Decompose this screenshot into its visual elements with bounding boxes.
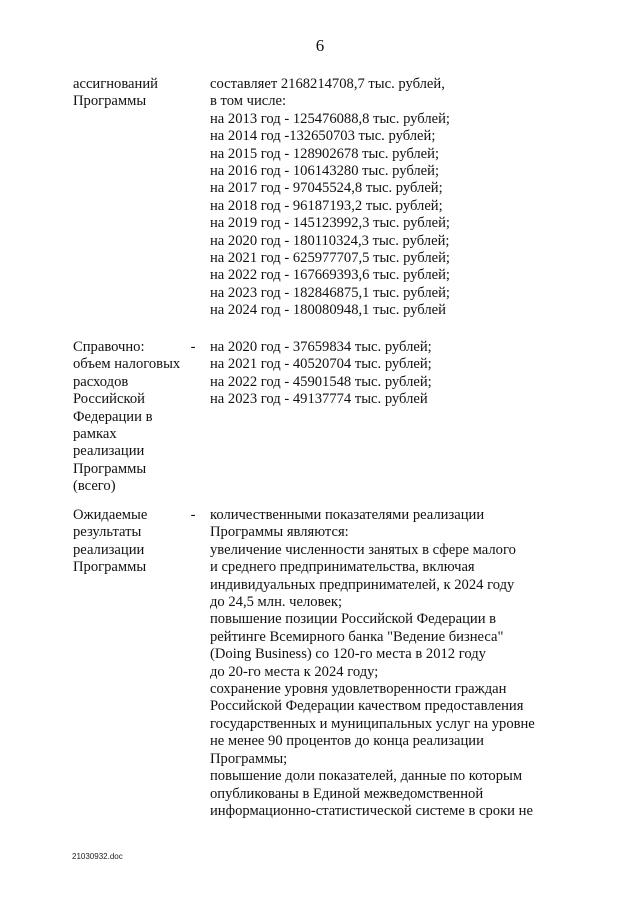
- section-label: [73, 76, 188, 111]
- label-line: Программы: [73, 460, 147, 477]
- page-number: 6: [315, 36, 325, 55]
- section-content: [210, 339, 630, 409]
- content-line: повышение позиции Российской Федерации в: [210, 611, 497, 628]
- content-line: не менее 90 процентов до конца реализации: [210, 733, 484, 750]
- section-content: [210, 76, 630, 320]
- label-line: Программы: [73, 93, 147, 110]
- section-label: [73, 507, 188, 577]
- content-line: на 2015 год - 128902678 тыс. рублей;: [210, 145, 440, 162]
- label-line: объем налоговых: [73, 356, 181, 373]
- content-line: информационно-статистической системе в сроки не: [210, 802, 533, 819]
- content-line: рейтинге Всемирного банка "Ведение бизнеса": [210, 628, 504, 645]
- content-line: на 2019 год - 145123992,3 тыс. рублей;: [210, 215, 450, 232]
- label-line: результаты: [73, 524, 142, 541]
- content-line: Российской Федерации качеством предоставления: [210, 698, 524, 715]
- content-line: на 2022 год - 45901548 тыс. рублей;: [210, 373, 432, 390]
- content-line: на 2013 год - 125476088,8 тыс. рублей;: [210, 110, 450, 127]
- content-line: на 2020 год - 180110324,3 тыс. рублей;: [210, 232, 450, 249]
- content-line: Программы являются:: [210, 524, 349, 541]
- content-line: на 2022 год - 167669393,6 тыс. рублей;: [210, 267, 450, 284]
- content-line: на 2020 год - 37659834 тыс. рублей;: [210, 339, 432, 355]
- label-line: Федерации в: [73, 408, 153, 425]
- content-line: в том числе:: [210, 93, 287, 110]
- content-line: и среднего предпринимательства, включая: [210, 559, 475, 576]
- content-line: составляет 2168214708,7 тыс. рублей,: [210, 76, 445, 92]
- document-filename: 21030932.doc: [72, 852, 123, 861]
- content-line: (Doing Business) со 120-го места в 2012 году: [210, 646, 486, 663]
- label-line: расходов: [73, 373, 129, 390]
- content-line: увеличение численности занятых в сфере малого: [210, 541, 516, 558]
- content-line: на 2018 год - 96187193,2 тыс. рублей;: [210, 197, 443, 214]
- content-line: на 2016 год - 106143280 тыс. рублей;: [210, 163, 440, 180]
- label-line: рамках: [73, 426, 117, 443]
- content-line: на 2014 год -132650703 тыс. рублей;: [210, 128, 436, 145]
- content-line: повышение доли показателей, данные по которым: [210, 768, 523, 785]
- content-line: индивидуальных предпринимателей, к 2024 году: [210, 576, 515, 593]
- content-line: государственных и муниципальных услуг на уровне: [210, 715, 535, 732]
- content-line: количественными показателями реализации: [210, 507, 485, 523]
- label-line: ассигнований: [73, 76, 158, 92]
- content-line: на 2017 год - 97045524,8 тыс. рублей;: [210, 180, 443, 197]
- content-line: опубликованы в Единой межведомственной: [210, 785, 484, 802]
- separator-dash: -: [190, 507, 196, 523]
- content-line: сохранение уровня удовлетворенности граждан: [210, 681, 507, 698]
- label-line: реализации: [73, 443, 145, 460]
- content-line: до 24,5 млн. человек;: [210, 594, 343, 611]
- content-line: Программы;: [210, 750, 288, 767]
- label-line: (всего): [73, 478, 116, 495]
- section-content: [210, 507, 630, 820]
- label-line: Справочно:: [73, 339, 145, 355]
- content-line: на 2021 год - 40520704 тыс. рублей;: [210, 356, 432, 373]
- content-line: до 20-го места к 2024 году;: [210, 663, 379, 680]
- label-line: Ожидаемые: [73, 507, 148, 523]
- content-line: на 2023 год - 49137774 тыс. рублей: [210, 391, 428, 408]
- label-line: Программы: [73, 559, 147, 576]
- section-label: [73, 339, 188, 496]
- separator-dash: -: [190, 339, 196, 355]
- content-line: на 2021 год - 625977707,5 тыс. рублей;: [210, 250, 450, 267]
- label-line: реализации: [73, 541, 145, 558]
- content-line: на 2024 год - 180080948,1 тыс. рублей: [210, 302, 446, 319]
- content-line: на 2023 год - 182846875,1 тыс. рублей;: [210, 284, 450, 301]
- label-line: Российской: [73, 391, 145, 408]
